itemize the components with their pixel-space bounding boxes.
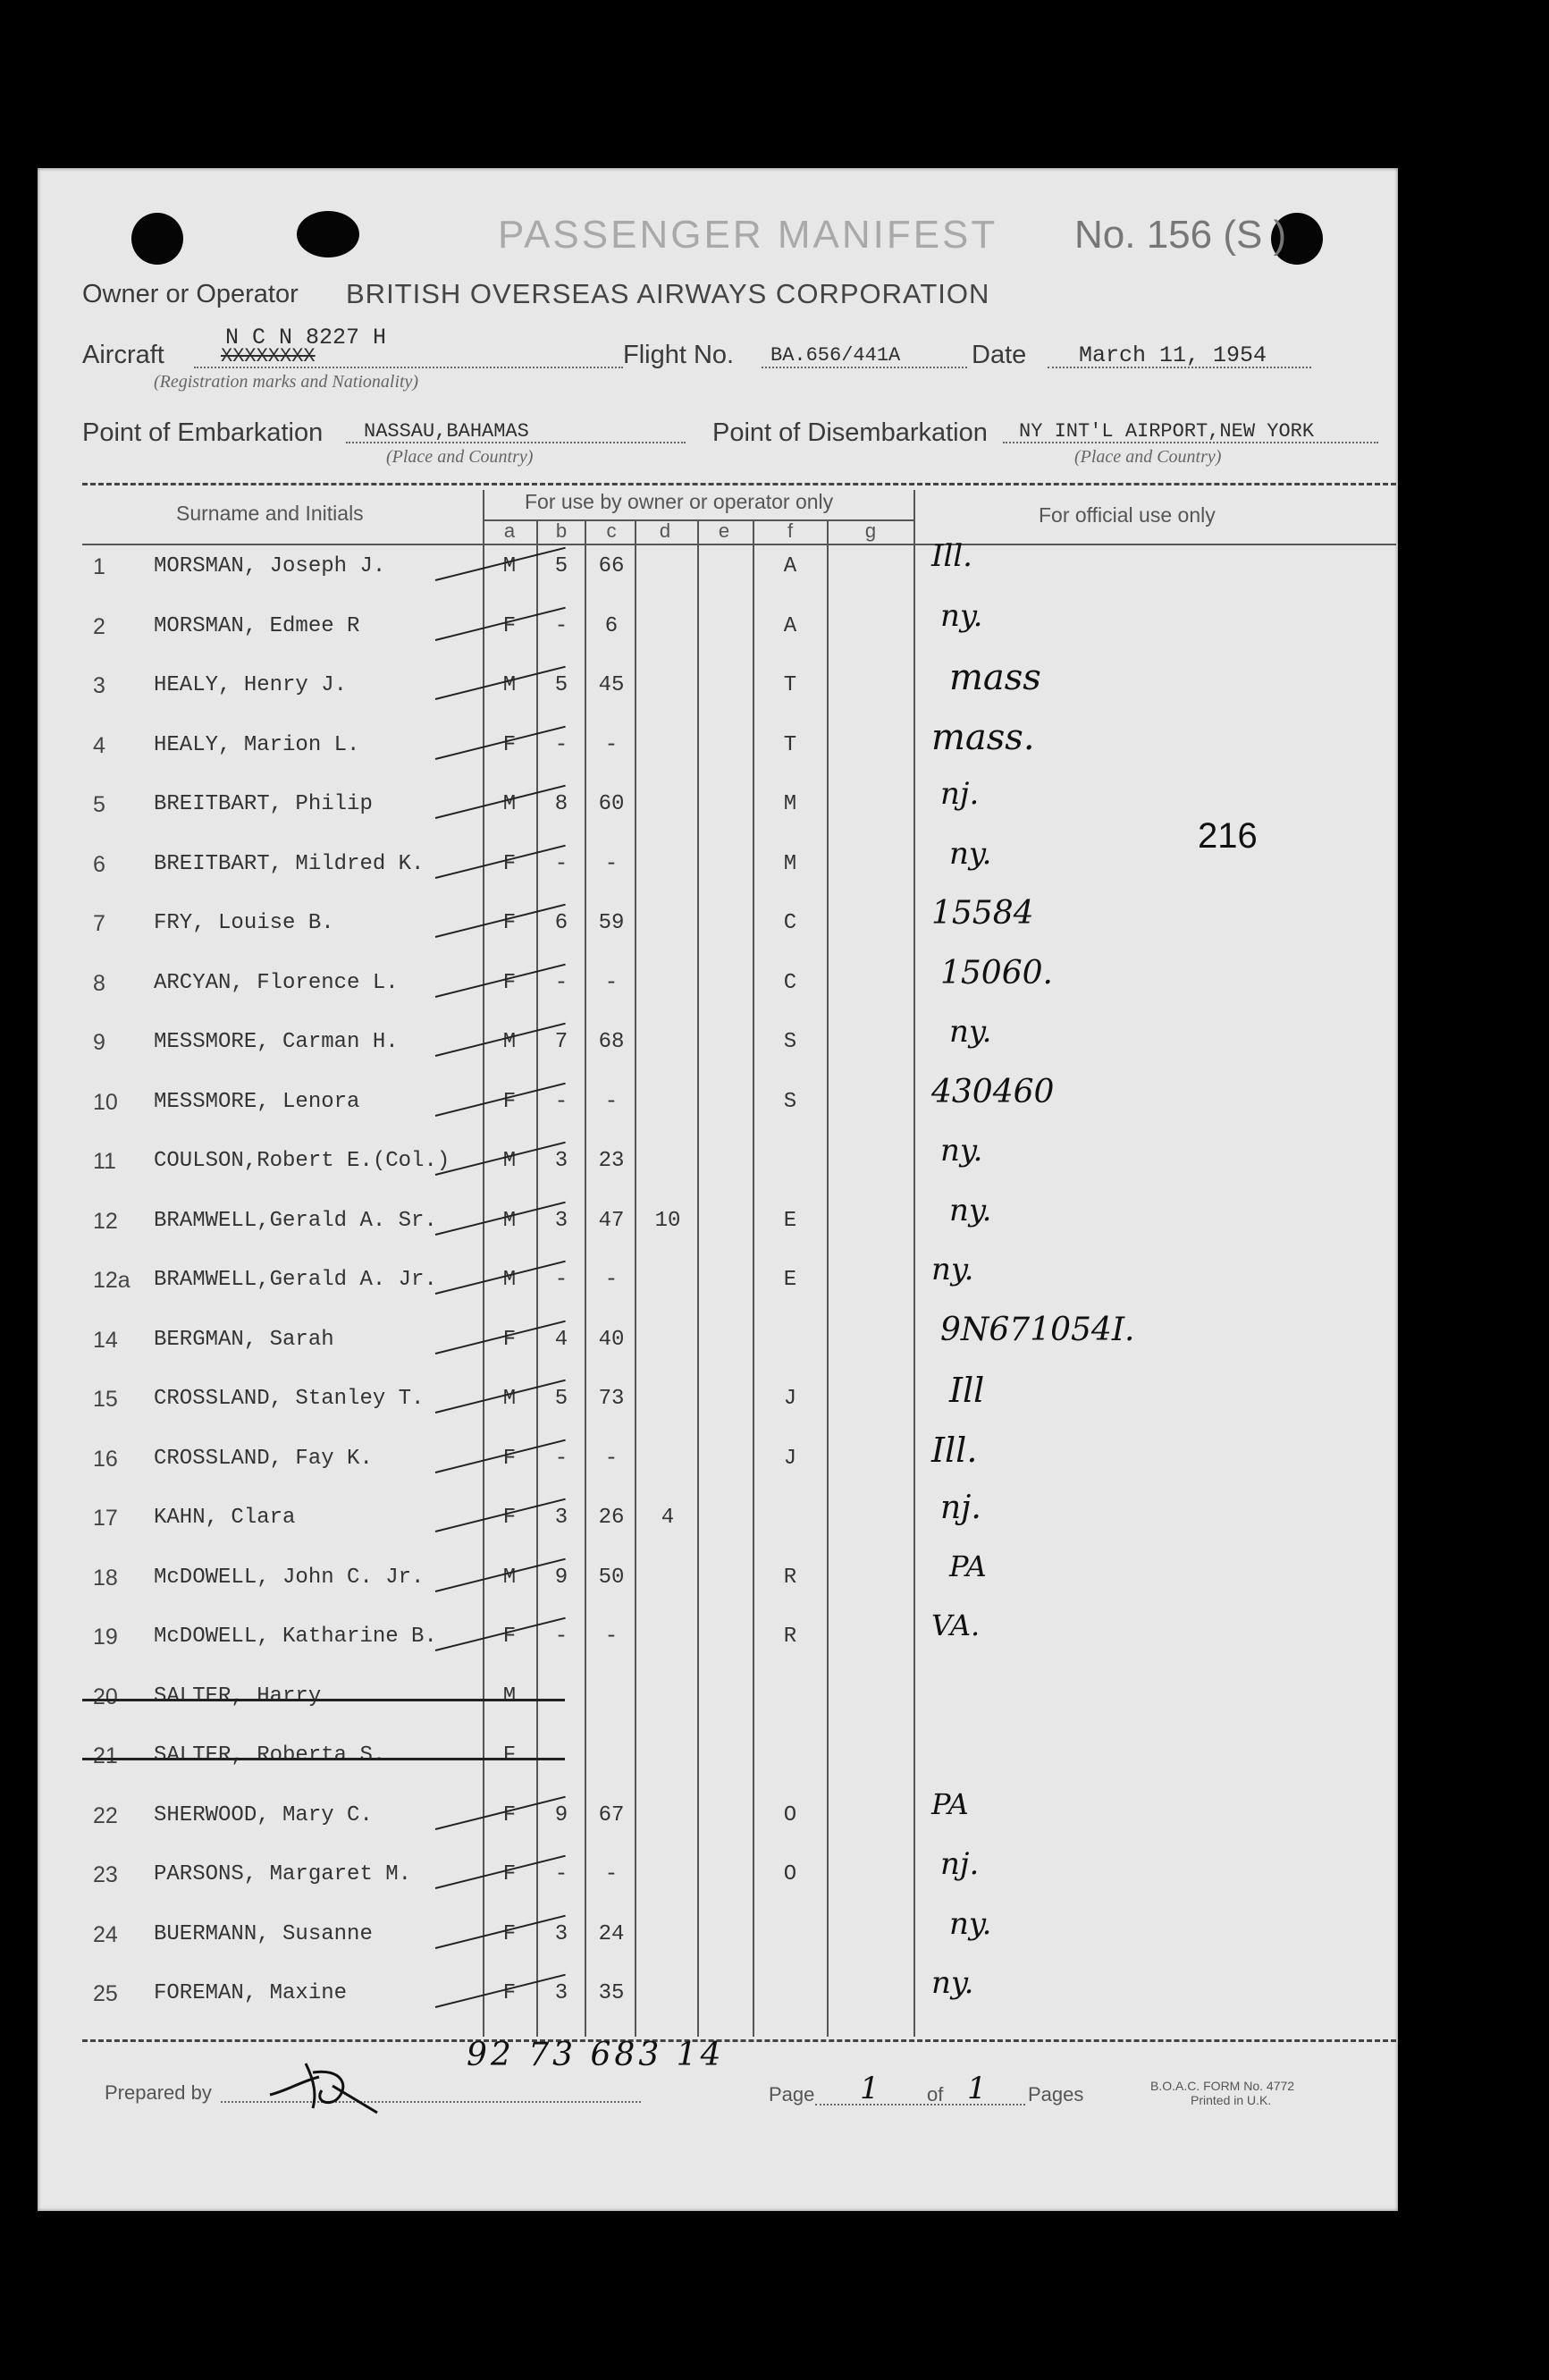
col-divider-official xyxy=(913,490,915,2037)
official-annotation: nj. xyxy=(940,776,980,812)
row-number: 3 xyxy=(93,673,105,698)
passenger-name: FOREMAN, Maxine xyxy=(154,1981,348,2005)
cell-f: E xyxy=(783,1268,797,1292)
cell-b: 5 xyxy=(554,673,568,697)
cell-f: A xyxy=(783,614,797,638)
flight-value: BA.656/441A xyxy=(770,344,901,367)
manifest-sheet xyxy=(38,168,1398,2211)
passenger-name: CROSSLAND, Stanley T. xyxy=(154,1387,425,1411)
cell-b: 3 xyxy=(554,1981,568,2005)
col-letter-c: c xyxy=(606,519,617,542)
table-top-rule xyxy=(82,483,1396,485)
row-number: 19 xyxy=(93,1625,118,1650)
official-annotation: 430460 xyxy=(931,1074,1055,1110)
date-label: Date xyxy=(972,341,1027,369)
cell-f: J xyxy=(783,1387,797,1411)
official-annotation: mass. xyxy=(931,717,1035,758)
passenger-name: MESSMORE, Carman H. xyxy=(154,1030,399,1054)
passenger-name: BUERMANN, Susanne xyxy=(154,1922,373,1946)
cell-b: 3 xyxy=(554,1506,568,1530)
cell-sex: F xyxy=(502,614,517,638)
owner-label: Owner or Operator xyxy=(82,280,299,308)
cell-sex: F xyxy=(502,911,517,935)
pages-label: Pages xyxy=(1028,2083,1084,2106)
cell-c: 47 xyxy=(598,1209,625,1233)
page-dotline xyxy=(815,2104,1025,2106)
cell-b: 9 xyxy=(554,1803,568,1827)
row-number: 8 xyxy=(93,971,105,996)
totals-handwritten: 92 73 683 14 xyxy=(467,2037,725,2073)
of-value: 1 xyxy=(967,2071,987,2106)
cell-f: T xyxy=(783,673,797,697)
cell-f: O xyxy=(783,1803,797,1827)
cell-sex: F xyxy=(502,1447,517,1471)
official-annotation: Ill xyxy=(949,1371,985,1410)
cell-f: R xyxy=(783,1566,797,1590)
disembark-label: Point of Disembarkation xyxy=(712,418,988,447)
cell-b: - xyxy=(554,852,568,876)
passenger-name: BERGMAN, Sarah xyxy=(154,1328,334,1352)
cell-b: - xyxy=(554,733,568,757)
cell-c: - xyxy=(604,733,619,757)
cell-c: - xyxy=(604,852,619,876)
official-annotation: PA xyxy=(949,1549,987,1583)
passenger-name: COULSON,Robert E.(Col.) xyxy=(154,1149,450,1173)
cell-b: - xyxy=(554,1090,568,1114)
passenger-name: McDOWELL, John C. Jr. xyxy=(154,1566,425,1590)
row-number: 2 xyxy=(93,614,105,639)
passenger-name: MESSMORE, Lenora xyxy=(154,1090,360,1114)
row-number: 12a xyxy=(93,1268,130,1293)
passenger-name: SALTER, Roberta S. xyxy=(154,1743,386,1768)
official-annotation: ny. xyxy=(949,1014,992,1050)
cell-f: E xyxy=(783,1209,797,1233)
cell-c: 60 xyxy=(598,792,625,816)
date-dotline xyxy=(1048,367,1311,368)
cell-c: - xyxy=(604,1447,619,1471)
passenger-name: SALTER, Harry xyxy=(154,1684,322,1709)
row-number: 21 xyxy=(93,1743,118,1768)
form-reference: B.O.A.C. FORM No. 4772 xyxy=(1150,2079,1295,2093)
passenger-name: CROSSLAND, Fay K. xyxy=(154,1447,373,1471)
cell-c: 59 xyxy=(598,911,625,935)
cell-sex: F xyxy=(502,1328,517,1352)
cell-b: 7 xyxy=(554,1030,568,1054)
cell-c: 35 xyxy=(598,1981,625,2005)
embark-value: NASSAU,BAHAMAS xyxy=(364,420,529,443)
cell-b: - xyxy=(554,1447,568,1471)
cell-sex: M xyxy=(502,1149,517,1173)
cell-c: - xyxy=(604,1862,619,1886)
row-number: 9 xyxy=(93,1030,105,1055)
flight-dotline xyxy=(762,367,967,368)
passenger-name: KAHN, Clara xyxy=(154,1506,296,1530)
date-value: March 11, 1954 xyxy=(1079,342,1267,368)
cell-c: - xyxy=(604,1625,619,1649)
cell-c: - xyxy=(604,1268,619,1292)
cell-c: 66 xyxy=(598,554,625,578)
passenger-name: BRAMWELL,Gerald A. Jr. xyxy=(154,1268,437,1292)
cell-b: 3 xyxy=(554,1922,568,1946)
cell-sex: F xyxy=(502,971,517,995)
col-divider-f xyxy=(827,519,829,2037)
col-letter-g: g xyxy=(864,519,877,542)
row-number: 12 xyxy=(93,1209,118,1234)
cell-sex: F xyxy=(502,852,517,876)
passenger-name: HEALY, Marion L. xyxy=(154,733,360,757)
cell-b: 4 xyxy=(554,1328,568,1352)
row-number: 17 xyxy=(93,1506,118,1531)
row-number: 16 xyxy=(93,1447,118,1472)
col-divider-e xyxy=(753,519,754,2037)
cell-c: 67 xyxy=(598,1803,625,1827)
col-letter-a: a xyxy=(503,519,516,542)
official-annotation: nj. xyxy=(940,1846,980,1882)
official-annotation: 15584 xyxy=(931,895,1034,932)
cell-sex: M xyxy=(502,1030,517,1054)
official-annotation: Ill. xyxy=(931,538,972,574)
official-annotation: mass xyxy=(949,657,1041,698)
row-number: 10 xyxy=(93,1090,118,1115)
official-annotation: PA xyxy=(931,1787,969,1821)
passenger-name: SHERWOOD, Mary C. xyxy=(154,1803,373,1827)
strikethrough-line xyxy=(82,1758,565,1760)
owner-value: BRITISH OVERSEAS AIRWAYS CORPORATION xyxy=(346,278,990,309)
official-annotation: nj. xyxy=(940,1490,981,1526)
col-header-name: Surname and Initials xyxy=(176,502,364,525)
strikethrough-line xyxy=(82,1699,565,1701)
cell-b: 3 xyxy=(554,1209,568,1233)
cell-f: S xyxy=(783,1090,797,1114)
cell-c: 40 xyxy=(598,1328,625,1352)
passenger-name: FRY, Louise B. xyxy=(154,911,334,935)
official-annotation: ny. xyxy=(949,1906,992,1942)
cell-f: C xyxy=(783,971,797,995)
cell-sex: F xyxy=(502,1090,517,1114)
passenger-name: BREITBART, Philip xyxy=(154,792,373,816)
col-letter-f: f xyxy=(787,519,794,542)
cell-c: 50 xyxy=(598,1566,625,1590)
passenger-name: MORSMAN, Joseph J. xyxy=(154,554,386,578)
official-annotation: VA. xyxy=(931,1608,981,1642)
cell-c: - xyxy=(604,1090,619,1114)
cell-d: 4 xyxy=(661,1506,675,1530)
cell-sex: M xyxy=(502,554,517,578)
table-bottom-rule xyxy=(82,2039,1396,2042)
col-letter-d: d xyxy=(659,519,671,542)
aircraft-value: N C N 8227 H xyxy=(225,325,387,350)
cell-sex: M xyxy=(502,1209,517,1233)
cell-c: 73 xyxy=(598,1387,625,1411)
cell-f: J xyxy=(783,1447,797,1471)
cell-sex: M xyxy=(502,1566,517,1590)
cell-b: - xyxy=(554,1625,568,1649)
col-header-operator: For use by owner or operator only xyxy=(525,490,834,513)
cell-b: - xyxy=(554,971,568,995)
passenger-name: HEALY, Henry J. xyxy=(154,673,348,697)
cell-f: O xyxy=(783,1862,797,1886)
cell-f: T xyxy=(783,733,797,757)
cell-sex: F xyxy=(502,1625,517,1649)
col-divider-d xyxy=(697,519,699,2037)
cell-b: 8 xyxy=(554,792,568,816)
cell-sex: F xyxy=(502,1981,517,2005)
cell-c: 45 xyxy=(598,673,625,697)
row-number: 6 xyxy=(93,852,105,877)
column-header-rule xyxy=(82,544,1396,545)
cell-sex: M xyxy=(502,792,517,816)
col-letter-e: e xyxy=(718,519,730,542)
passenger-name: ARCYAN, Florence L. xyxy=(154,971,399,995)
printed-in: Printed in U.K. xyxy=(1191,2093,1272,2107)
row-number: 7 xyxy=(93,911,105,936)
official-annotation: 15060. xyxy=(940,955,1053,992)
form-number: No. 156 (S ) xyxy=(1074,213,1287,257)
passenger-name: BRAMWELL,Gerald A. Sr. xyxy=(154,1209,437,1233)
cell-b: - xyxy=(554,1268,568,1292)
row-number: 5 xyxy=(93,792,105,817)
official-annotation: 9N671054I. xyxy=(940,1312,1135,1348)
cell-sex: M xyxy=(502,673,517,697)
preparer-signature xyxy=(252,2046,404,2117)
cell-c: 23 xyxy=(598,1149,625,1173)
cell-sex: M xyxy=(502,1387,517,1411)
cell-sex: F xyxy=(502,1862,517,1886)
official-annotation: ny. xyxy=(940,598,983,634)
row-number: 15 xyxy=(93,1387,118,1412)
cell-b: - xyxy=(554,1862,568,1886)
disembark-note: (Place and Country) xyxy=(1074,447,1222,467)
row-number: 14 xyxy=(93,1328,118,1353)
aircraft-note: (Registration marks and Nationality) xyxy=(154,372,419,392)
side-note: 216 xyxy=(1198,816,1258,856)
row-number: 4 xyxy=(93,733,105,758)
cell-sex: F xyxy=(502,1743,517,1768)
punch-hole-left xyxy=(131,213,183,265)
disembark-value: NY INT'L AIRPORT,NEW YORK xyxy=(1019,420,1315,443)
cell-f: R xyxy=(783,1625,797,1649)
passenger-name: PARSONS, Margaret M. xyxy=(154,1862,412,1886)
cell-b: - xyxy=(554,614,568,638)
row-number: 23 xyxy=(93,1862,118,1887)
row-number: 22 xyxy=(93,1803,118,1828)
row-number: 20 xyxy=(93,1684,118,1709)
of-label: of xyxy=(927,2083,944,2106)
cell-f: M xyxy=(783,852,797,876)
row-number: 1 xyxy=(93,554,105,579)
official-annotation: ny. xyxy=(949,836,992,872)
cell-f: A xyxy=(783,554,797,578)
col-letter-b: b xyxy=(555,519,568,542)
official-annotation: ny. xyxy=(931,1252,974,1287)
row-number: 11 xyxy=(93,1149,116,1174)
cell-sex: M xyxy=(502,1684,517,1709)
cell-b: 5 xyxy=(554,1387,568,1411)
passenger-name: McDOWELL, Katharine B. xyxy=(154,1625,437,1649)
cell-d: 10 xyxy=(654,1209,681,1233)
col-header-official: For official use only xyxy=(1039,503,1216,527)
aircraft-dotline xyxy=(194,367,623,368)
punch-hole-center-left xyxy=(297,211,359,257)
cell-c: 26 xyxy=(598,1506,625,1530)
cell-c: 6 xyxy=(604,614,619,638)
cell-c: 24 xyxy=(598,1922,625,1946)
cell-f: C xyxy=(783,911,797,935)
official-annotation: Ill. xyxy=(931,1431,978,1470)
page-label: Page xyxy=(769,2083,815,2106)
cell-sex: F xyxy=(502,1803,517,1827)
row-number: 25 xyxy=(93,1981,118,2006)
passenger-name: BREITBART, Mildred K. xyxy=(154,852,425,876)
cell-sex: F xyxy=(502,733,517,757)
cell-b: 5 xyxy=(554,554,568,578)
cell-f: M xyxy=(783,792,797,816)
page-value: 1 xyxy=(860,2071,880,2106)
passenger-name: MORSMAN, Edmee R xyxy=(154,614,360,638)
cell-b: 3 xyxy=(554,1149,568,1173)
official-annotation: ny. xyxy=(931,1965,974,2001)
official-annotation: ny. xyxy=(940,1133,983,1169)
cell-sex: F xyxy=(502,1922,517,1946)
page-title: PASSENGER MANIFEST xyxy=(498,213,998,257)
row-number: 18 xyxy=(93,1566,118,1591)
cell-c: 68 xyxy=(598,1030,625,1054)
prepared-label: Prepared by xyxy=(105,2081,212,2104)
cell-f: S xyxy=(783,1030,797,1054)
disembark-dotline xyxy=(1003,442,1378,443)
cell-sex: F xyxy=(502,1506,517,1530)
official-annotation: ny. xyxy=(949,1193,992,1228)
cell-sex: M xyxy=(502,1268,517,1292)
cell-b: 6 xyxy=(554,911,568,935)
aircraft-struck: XXXXXXXX xyxy=(221,345,316,367)
aircraft-label: Aircraft xyxy=(82,341,164,369)
embark-label: Point of Embarkation xyxy=(82,418,324,447)
embark-dotline xyxy=(346,442,686,443)
embark-note: (Place and Country) xyxy=(386,447,534,467)
flight-label: Flight No. xyxy=(623,341,735,369)
cell-c: - xyxy=(604,971,619,995)
cell-b: 9 xyxy=(554,1566,568,1590)
row-number: 24 xyxy=(93,1922,118,1947)
